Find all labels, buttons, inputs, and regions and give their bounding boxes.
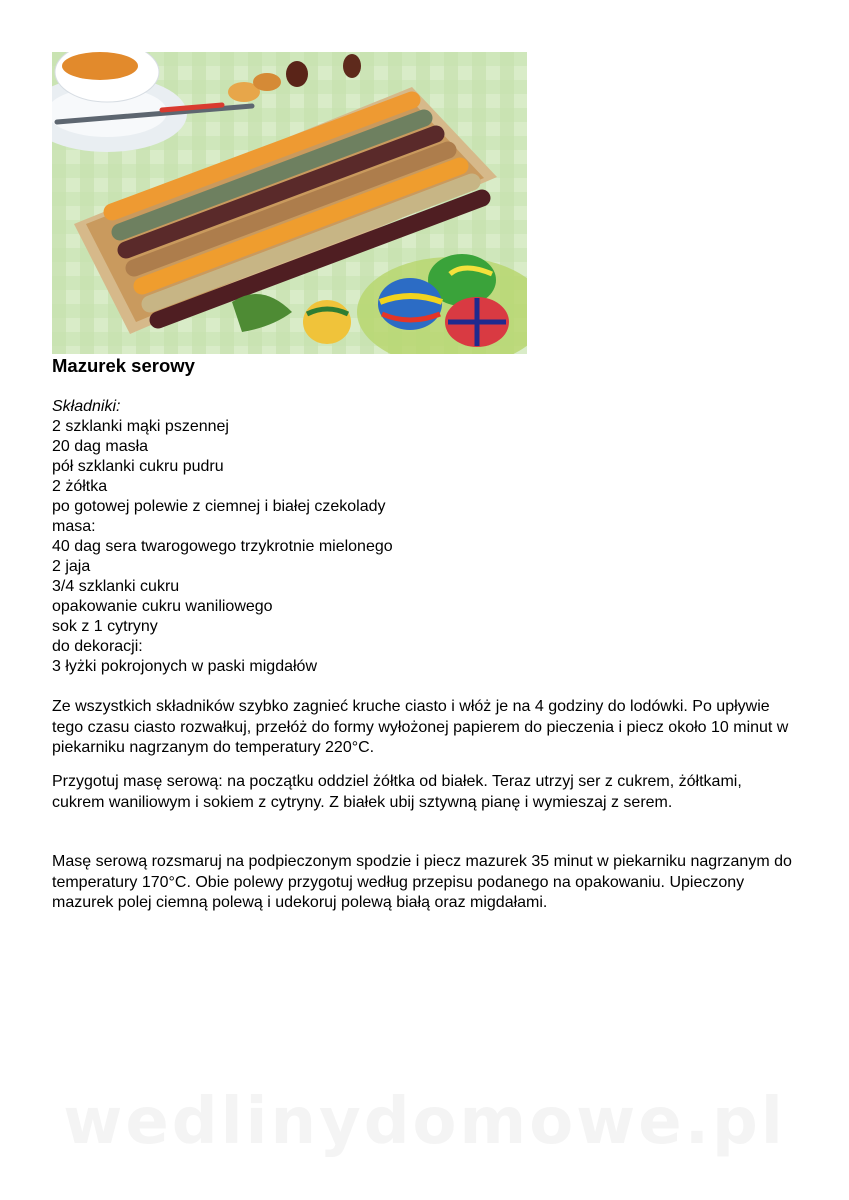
- instructions-paragraph: Przygotuj masę serową: na początku oddziel żółtka od białek. Teraz utrzyj ser z cukrem, żółtkami, cukrem waniliowym i sokiem z cytryny. Z białek ubij sztywną pianę i wymieszaj z serem.: [52, 773, 742, 811]
- ingredient-item: 2 żółtka: [52, 478, 108, 495]
- ingredients-list: [52, 397, 393, 677]
- ingredient-item: sok z 1 cytryny: [52, 618, 158, 635]
- ingredient-item: 3/4 szklanki cukru: [52, 578, 180, 595]
- recipe-photo: [52, 52, 527, 354]
- watermark: wedlinydomowe.pl: [63, 1085, 786, 1159]
- ingredient-subheading: masa:: [52, 518, 96, 535]
- recipe-title: Mazurek serowy: [52, 355, 195, 376]
- ingredient-item: pół szklanki cukru pudru: [52, 458, 224, 475]
- instructions-paragraph: Masę serową rozsmaruj na podpieczonym spodzie i piecz mazurek 35 minut w piekarniku nagrzanym do temperatury 170°C. Obie polewy przygotuj według przepisu podanego na opakowaniu. Upieczony mazurek polej ciemną polewą i udekoruj polewą białą oraz migdałami.: [52, 853, 792, 911]
- ingredient-item: 40 dag sera twarogowego trzykrotnie mielonego: [52, 538, 393, 555]
- ingredient-subheading: do dekoracji:: [52, 638, 143, 655]
- ingredient-item: po gotowej polewie z ciemnej i białej czekolady: [52, 498, 386, 515]
- ingredient-item: 2 jaja: [52, 558, 91, 575]
- ingredient-item: 2 szklanki mąki pszennej: [52, 418, 229, 435]
- ingredient-item: 20 dag masła: [52, 438, 149, 455]
- instructions-paragraph: Ze wszystkich składników szybko zagnieć kruche ciasto i włóż je na 4 godziny do lodówki. Po upływie tego czasu ciasto rozwałkuj, przełóż do formy wyłożonej papierem do pieczenia i piecz około 10 minut w piekarniku nagrzanym do temperatury 220°C.: [52, 698, 789, 756]
- ingredients-heading: Składniki:: [52, 398, 121, 415]
- ingredient-item: opakowanie cukru waniliowego: [52, 598, 273, 615]
- ingredient-item: 3 łyżki pokrojonych w paski migdałów: [52, 658, 317, 675]
